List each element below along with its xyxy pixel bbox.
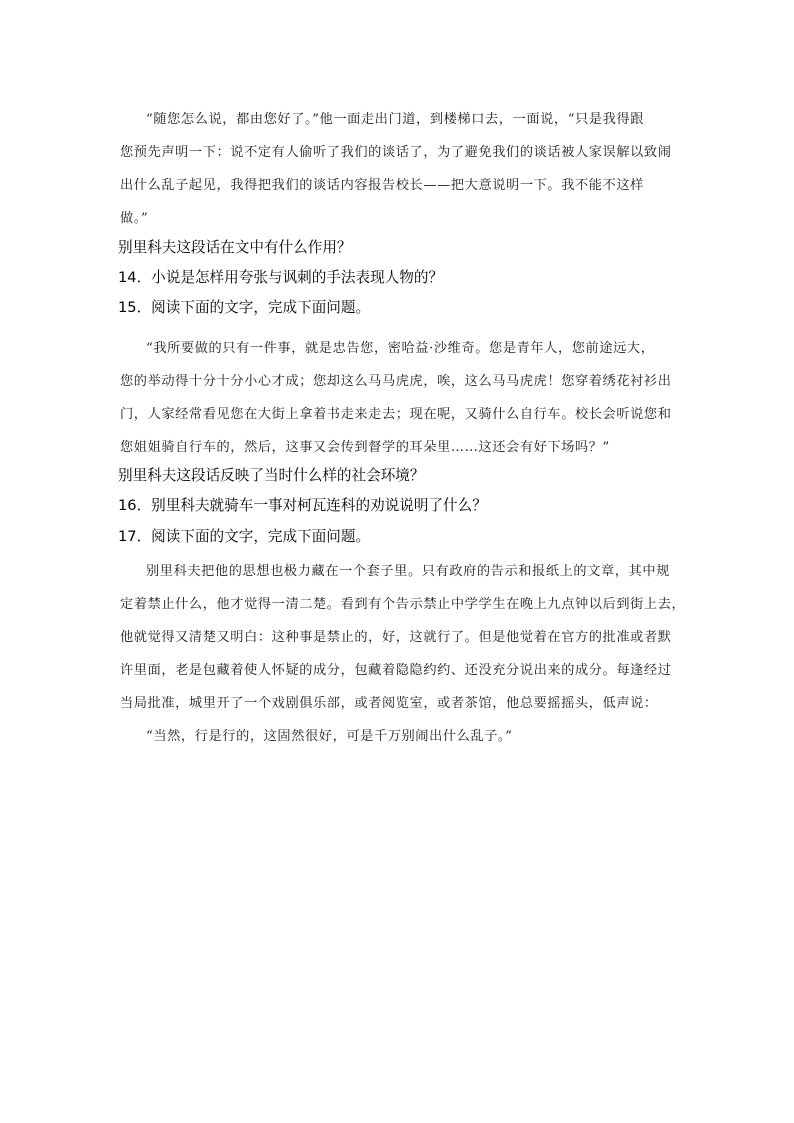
question-16: 16．别里科夫就骑车一事对柯瓦连科的劝说说明了什么？ [118,497,487,514]
passage-1-line: 做。” [120,211,149,226]
passage-1-line: 您预先声明一下：说不定有人偷听了我们的谈话了，为了避免我们的谈话被人家误解以致闹 [120,145,672,160]
question-13-prompt: 别里科夫这段话在文中有什么作用？ [118,239,352,256]
question-15: 15．阅读下面的文字，完成下面问题。 [118,299,371,316]
passage-3-line: 他就觉得又清楚又明白：这种事是禁止的，好，这就行了。但是他觉着在官方的批准或者默 [120,630,672,645]
passage-2-line: 您姐姐骑自行车的，然后，这事又会传到督学的耳朵里……这还会有好下场吗？” [120,440,610,455]
passage-3-line: “当然，行是行的，这固然很好，可是千万别闹出什么乱子。” [146,729,513,744]
question-14: 14．小说是怎样用夸张与讽刺的手法表现人物的？ [118,269,444,286]
passage-2-line: 门，人家经常看见您在大街上拿着书走来走去；现在呢，又骑什么自行车。校长会听说您和 [120,407,672,422]
passage-1-line: “随您怎么说，都由您好了。”他一面走出门道，到楼梯口去，一面说，“只是我得跟 [146,112,644,127]
passage-3-line: 当局批准，城里开了一个戏剧俱乐部，或者阅览室，或者茶馆，他总要摇摇头，低声说： [120,696,658,711]
passage-3 [120,555,685,753]
passage-2 [120,332,672,464]
passage-2-line: 您的举动得十分十分小心才成；您却这么马马虎虎，唉，这么马马虎虎！您穿着绣花衬衫出 [120,374,672,389]
passage-1-line: 出什么乱子起见，我得把我们的谈话内容报告校长——把大意说明一下。我不能不这样 [120,178,644,193]
passage-1 [120,103,672,235]
passage-3-line: 定着禁止什么，他才觉得一清二楚。看到有个告示禁止中学学生在晚上九点钟以后到街上去， [120,597,686,612]
passage-3-line: 别里科夫把他的思想也极力藏在一个套子里。只有政府的告示和报纸上的文章，其中规 [146,564,670,579]
question-15-prompt: 别里科夫这段话反映了当时什么样的社会环境？ [118,467,425,484]
passage-2-line: “我所要做的只有一件事，就是忠告您，密哈益·沙维奇。您是青年人，您前途远大， [146,341,655,356]
question-17: 17．阅读下面的文字，完成下面问题。 [118,528,371,545]
passage-3-line: 许里面，老是包藏着使人怀疑的成分，包藏着隐隐约约、还没充分说出来的成分。每逢经过 [120,663,672,678]
